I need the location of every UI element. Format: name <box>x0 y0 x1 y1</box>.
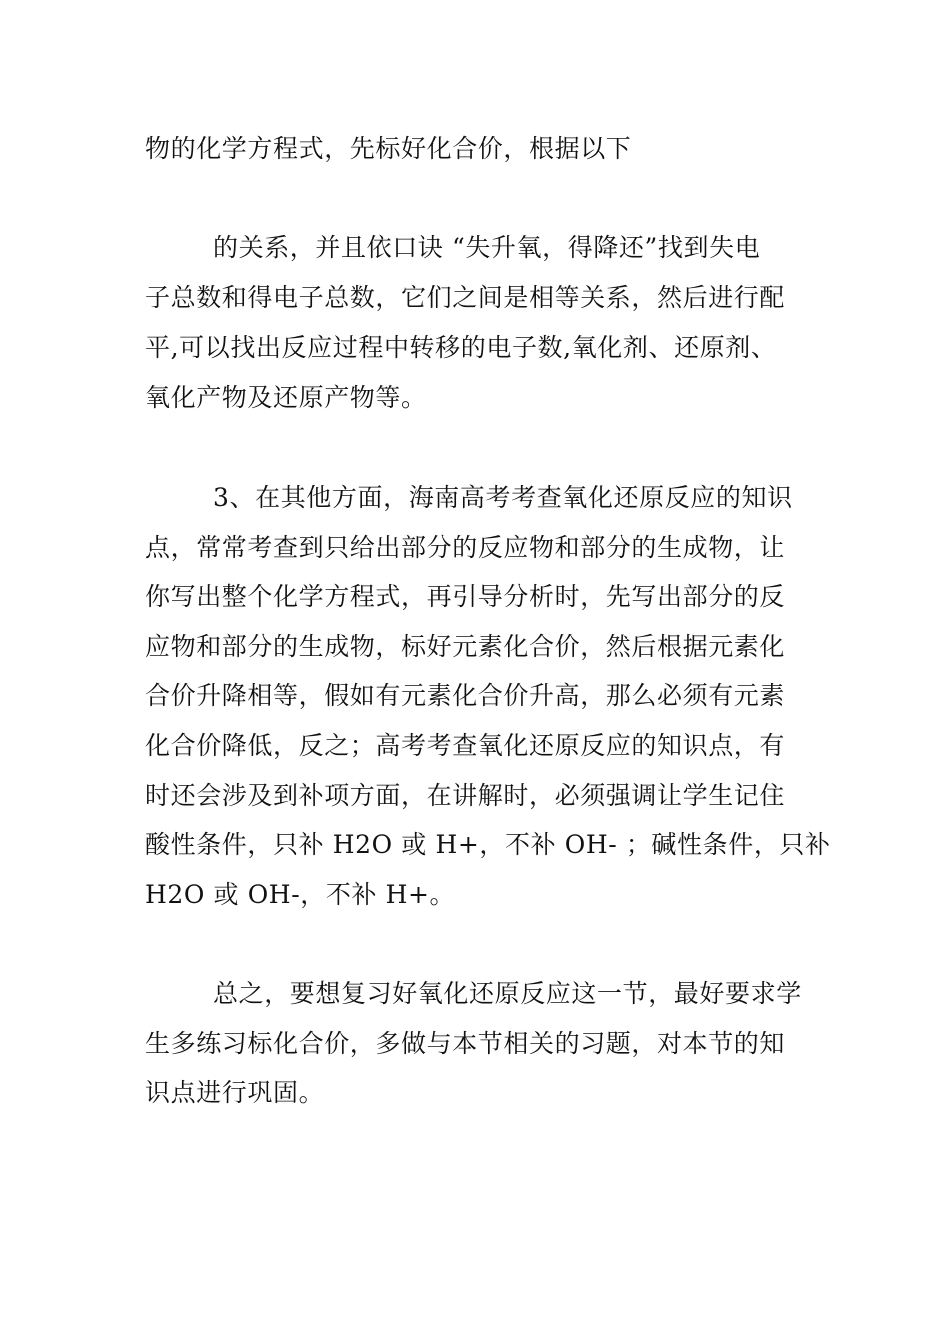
paragraph-3-line-6: 化合价降低，反之；高考考查氧化还原反应的知识点，有 <box>145 731 786 760</box>
paragraph-3-line-8: 酸性条件，只补 H2O 或 H+，不补 OH- ；碱性条件，只补 <box>145 830 831 859</box>
paragraph-4-line-3: 识点进行巩固。 <box>145 1078 325 1107</box>
paragraph-3-line-4: 应物和部分的生成物，标好元素化合价，然后根据元素化 <box>145 632 786 661</box>
paragraph-2-line-2: 子总数和得电子总数，它们之间是相等关系，然后进行配 <box>145 283 786 312</box>
paragraph-1-line-1: 物的化学方程式，先标好化合价，根据以下 <box>145 134 632 163</box>
paragraph-2-line-4: 氧化产物及还原产物等。 <box>145 383 427 412</box>
paragraph-3-line-9: H2O 或 OH-，不补 H+。 <box>145 880 456 909</box>
paragraph-3-line-5: 合价升降相等，假如有元素化合价升高，那么必须有元素 <box>145 681 786 710</box>
paragraph-3-line-2: 点，常常考查到只给出部分的反应物和部分的生成物，让 <box>145 533 786 562</box>
paragraph-2-line-3: 平,可以找出反应过程中转移的电子数,氧化剂、还原剂、 <box>145 333 777 362</box>
paragraph-3-line-1: 3、在其他方面，海南高考考查氧化还原反应的知识 <box>213 483 793 512</box>
paragraph-3-line-7: 时还会涉及到补项方面，在讲解时，必须强调让学生记住 <box>145 781 786 810</box>
paragraph-3-line-3: 你写出整个化学方程式，再引导分析时，先写出部分的反 <box>145 582 786 611</box>
paragraph-2-line-1: 的关系，并且依口诀 “失升氧，得降还”找到失电 <box>213 233 761 262</box>
paragraph-4-line-1: 总之，要想复习好氧化还原反应这一节，最好要求学 <box>213 979 802 1008</box>
paragraph-4-line-2: 生多练习标化合价，多做与本节相关的习题，对本节的知 <box>145 1029 786 1058</box>
